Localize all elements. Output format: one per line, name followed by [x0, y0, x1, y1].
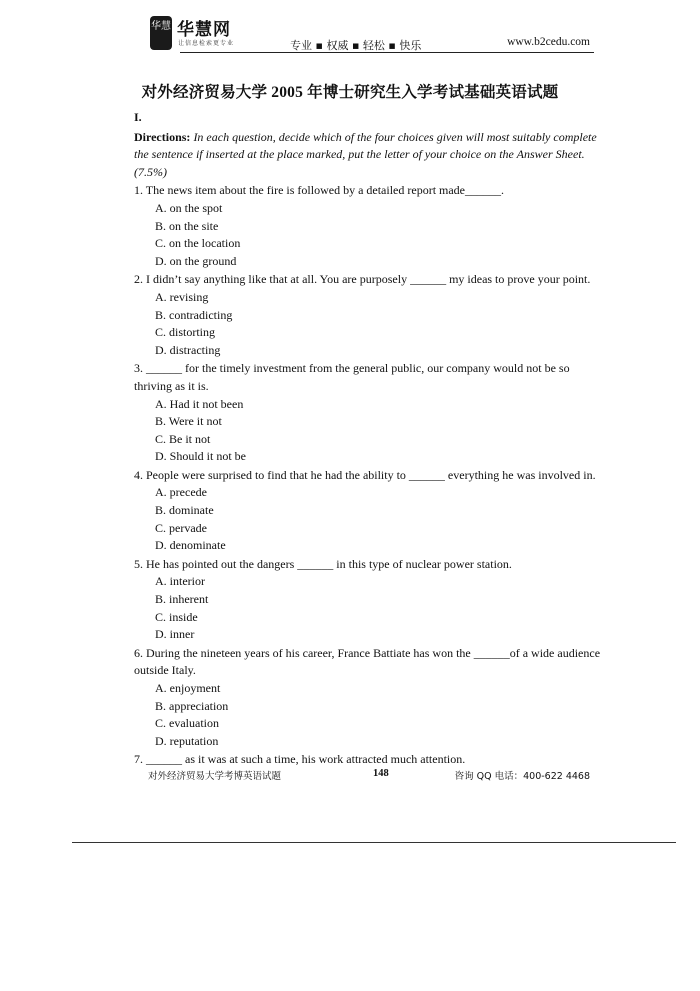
question-list [134, 182, 604, 769]
answer-option: C. evaluation [155, 716, 219, 731]
page-header [150, 14, 590, 54]
question-text: 2. I didn’t say anything like that at all. You are purposely ______ my ideas to prove your point. [134, 272, 591, 287]
section-number: I. [134, 110, 142, 124]
answer-option: B. dominate [155, 503, 214, 518]
answer-option: D. on the ground [155, 253, 237, 268]
question-item [134, 751, 604, 769]
site-url[interactable]: www.b2cedu.com [507, 36, 590, 48]
answer-option: C. on the location [155, 236, 241, 251]
answer-option: C. Be it not [155, 431, 211, 446]
question-text: 1. The news item about the fire is followed by a detailed report made______. [134, 183, 505, 198]
logo-name: 华慧网 [177, 20, 231, 40]
directions-label: Directions: [134, 129, 191, 144]
question-item [134, 182, 604, 270]
answer-option: B. inherent [155, 592, 209, 607]
question-text: 5. He has pointed out the dangers ______ in this type of nuclear power station. [134, 556, 512, 571]
answer-option: B. contradicting [155, 307, 233, 322]
question-text-continued: outside Italy. [134, 663, 196, 678]
answer-option: B. Were it not [155, 414, 222, 429]
answer-option: C. pervade [155, 520, 207, 535]
answer-option: A. on the spot [155, 200, 223, 215]
logo-tagline: 让信息检索更专业 [178, 40, 235, 47]
directions-line-3: (7.5%) [134, 164, 167, 179]
directions-line-2: the sentence if inserted at the place marked, put the letter of your choice on the Answer Sheet. [134, 147, 585, 162]
answer-option: D. Should it not be [155, 449, 247, 464]
question-text-continued: thriving as it is. [134, 378, 209, 393]
question-item [134, 645, 604, 751]
answer-option: C. inside [155, 609, 198, 624]
header-rule [180, 52, 594, 53]
question-item [134, 271, 604, 359]
answer-option: A. precede [155, 485, 207, 500]
question-text: 3. ______ for the timely investment from the general public, our company would not be so [134, 361, 570, 376]
directions [134, 129, 604, 182]
answer-option: D. denominate [155, 538, 226, 553]
answer-option: B. on the site [155, 218, 219, 233]
question-text: 4. People were surprised to find that he had the ability to ______ everything he was involved in. [134, 467, 596, 482]
answer-option: D. distracting [155, 342, 221, 357]
bottom-rule [72, 842, 676, 843]
question-item [134, 556, 604, 644]
page-number: 148 [373, 768, 389, 779]
answer-option: A. Had it not been [155, 396, 244, 411]
footer-title: 对外经济贸易大学考博英语试题 [148, 771, 282, 782]
answer-option: A. enjoyment [155, 681, 221, 695]
answer-option: C. distorting [155, 325, 216, 340]
answer-option: A. revising [155, 289, 209, 304]
directions-line-1: In each question, decide which of the four choices given will most suitably complete [193, 129, 597, 144]
page-footer [148, 768, 590, 784]
exam-title: 对外经济贸易大学 2005 年博士研究生入学考试基础英语试题 [141, 84, 559, 101]
answer-option: D. inner [155, 627, 195, 642]
answer-option: B. appreciation [155, 698, 229, 713]
exam-content [134, 109, 604, 769]
question-item [134, 467, 604, 555]
answer-option: A. interior [155, 574, 205, 589]
question-item [134, 360, 604, 466]
logo-badge: 华慧 [150, 16, 172, 50]
question-text: 7. ______ as it was at such a time, his work attracted much attention. [134, 752, 466, 767]
answer-option: D. reputation [155, 733, 219, 748]
header-slogan: 专业 ▪ 权威 ▪ 轻松 ▪ 快乐 [290, 39, 422, 52]
footer-contact: 咨询 QQ 电话：400-622 4468 [454, 771, 590, 782]
question-text: 6. During the nineteen years of his career, France Battiate has won the ______of a wide audience [134, 645, 601, 660]
